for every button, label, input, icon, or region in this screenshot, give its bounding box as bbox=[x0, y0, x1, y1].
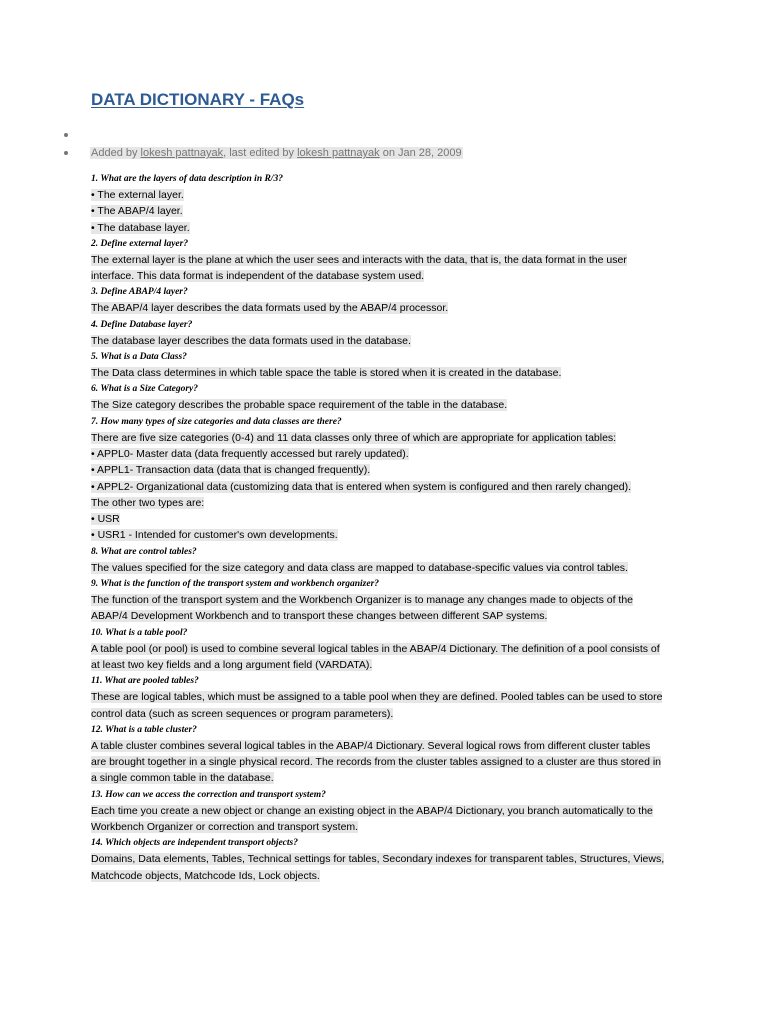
meta-date: on Jan 28, 2009 bbox=[379, 147, 462, 159]
faq-answer-text: The database layer describes the data formats used in the database. bbox=[91, 334, 411, 347]
faq-answer bbox=[91, 738, 751, 787]
faq-answer bbox=[91, 365, 751, 381]
faq-answer-text: The external layer is the plane at which the user sees and interacts with the data, that is, the data format in the user bbox=[91, 253, 627, 266]
faq-answer-line bbox=[91, 252, 751, 268]
author-link[interactable]: lokesh pattnayak bbox=[140, 147, 224, 159]
faq-answer-line bbox=[91, 300, 751, 316]
faq-answer-text: Matchcode objects, Matchcode Ids, Lock objects. bbox=[91, 869, 320, 882]
faq-answer bbox=[91, 187, 751, 236]
faq-answer-line bbox=[91, 511, 751, 527]
faq-answer-line bbox=[91, 608, 751, 624]
faq-answer-line bbox=[91, 851, 751, 867]
faq-question: 8. What are control tables? bbox=[91, 546, 197, 557]
faq-answer-line bbox=[91, 738, 751, 754]
faq-question: 9. What is the function of the transport system and workbench organizer? bbox=[91, 579, 380, 590]
faq-answer-line bbox=[91, 462, 751, 478]
faq-answer-text: The other two types are: bbox=[91, 496, 205, 509]
faq-question: 10. What is a table pool? bbox=[91, 627, 188, 638]
faq-answer-text: The Data class determines in which table space the table is stored when it is created in the database. bbox=[91, 367, 562, 380]
faq-answer bbox=[91, 592, 751, 625]
faq-answer bbox=[91, 333, 751, 349]
faq-question: 2. Define external layer? bbox=[91, 238, 189, 249]
faq-answer-line bbox=[91, 527, 751, 543]
faq-answer-line bbox=[91, 495, 751, 511]
faq-answer-text: a single common table in the database. bbox=[91, 772, 274, 785]
faq-question: 13. How can we access the correction and transport system? bbox=[91, 789, 326, 800]
faq-answer-text: Workbench Organizer or correction and transport system. bbox=[91, 821, 359, 834]
faq-answer bbox=[91, 252, 751, 285]
faq-answer-text: Domains, Data elements, Tables, Technical settings for tables, Secondary indexes for transparent tables, Structures, Views, bbox=[91, 853, 665, 866]
faq-answer-text: interface. This data format is independent of the database system used. bbox=[91, 270, 425, 283]
faq-answer-text: There are five size categories (0-4) and 11 data classes only three of which are appropriate for application tables: bbox=[91, 431, 617, 444]
faq-question: 12. What is a table cluster? bbox=[91, 724, 197, 735]
faq-answer-text: are brought together in a single physical record. The records from the cluster tables assigned to a cluster are thus stored in bbox=[91, 756, 662, 769]
faq-answer-line bbox=[91, 446, 751, 462]
faq-answer-text: A table pool (or pool) is used to combine several logical tables in the ABAP/4 Dictionary. The definition of a pool consists of bbox=[91, 642, 660, 655]
faq-answer-line bbox=[91, 220, 751, 236]
faq-question: 14. Which objects are independent transport objects? bbox=[91, 838, 298, 849]
faq-answer-text: • The external layer. bbox=[91, 189, 184, 201]
faq-answer-text: • APPL2- Organizational data (customizing data that is entered when system is configured and then rarely changed). bbox=[91, 480, 632, 493]
faq-answer-line bbox=[91, 187, 751, 203]
faq-answer-line bbox=[91, 706, 751, 722]
faq-answer-line bbox=[91, 592, 751, 608]
bullet-dot-icon bbox=[64, 133, 68, 137]
faq-answer-text: • The ABAP/4 layer. bbox=[91, 205, 183, 218]
faq-answer bbox=[91, 430, 751, 544]
faq-answer-text: The ABAP/4 layer describes the data formats used by the ABAP/4 processor. bbox=[91, 302, 449, 315]
faq-answer-line bbox=[91, 819, 751, 835]
faq-question: 4. Define Database layer? bbox=[91, 319, 193, 330]
faq-answer-line bbox=[91, 479, 751, 495]
page-title: DATA DICTIONARY - FAQs bbox=[91, 90, 305, 109]
page-meta bbox=[90, 147, 463, 159]
faq-answer-line bbox=[91, 365, 751, 381]
meta-edited-by: , last edited by bbox=[223, 147, 298, 159]
faq-answer-line bbox=[91, 803, 751, 819]
faq-answer-text: These are logical tables, which must be assigned to a table pool when they are defined. Pooled tables can be used to store bbox=[91, 691, 663, 704]
faq-answer-line bbox=[91, 657, 751, 673]
bullet-dot-icon bbox=[64, 151, 68, 155]
faq-answer bbox=[91, 851, 751, 884]
faq-answer-text: at least two key fields and a long argument field (VARDATA). bbox=[91, 658, 373, 671]
faq-answer bbox=[91, 397, 751, 413]
faq-answer-line bbox=[91, 397, 751, 413]
faq-answer-line bbox=[91, 754, 751, 770]
faq-answer-text: Each time you create a new object or change an existing object in the ABAP/4 Dictionary, you branch automatically to the bbox=[91, 804, 653, 817]
faq-answer-text: • APPL0- Master data (data frequently accessed but rarely updated). bbox=[91, 447, 409, 460]
faq-question: 3. Define ABAP/4 layer? bbox=[91, 287, 188, 298]
faq-question: 7. How many types of size categories and data classes are there? bbox=[91, 416, 342, 427]
faq-answer-line bbox=[91, 560, 751, 576]
faq-answer-text: • APPL1- Transaction data (data that is changed frequently). bbox=[91, 464, 371, 477]
faq-question: 11. What are pooled tables? bbox=[91, 676, 199, 687]
faq-answer bbox=[91, 641, 751, 674]
meta-added-by: Added by bbox=[91, 147, 141, 159]
faq-content bbox=[91, 171, 751, 884]
faq-answer bbox=[91, 560, 751, 576]
faq-question: 6. What is a Size Category? bbox=[91, 384, 198, 395]
faq-question: 5. What is a Data Class? bbox=[91, 352, 187, 363]
faq-answer-text: ABAP/4 Development Workbench and to transport these changes between different SAP systems. bbox=[91, 610, 548, 623]
faq-answer-line bbox=[91, 268, 751, 284]
faq-answer-text: control data (such as screen sequences or program parameters). bbox=[91, 707, 394, 720]
faq-answer-text: A table cluster combines several logical tables in the ABAP/4 Dictionary. Several logical rows from different cluster tables bbox=[91, 739, 651, 752]
faq-answer-text: The Size category describes the probable space requirement of the table in the database. bbox=[91, 399, 508, 412]
faq-answer-text: The function of the transport system and the Workbench Organizer is to manage any changes made to objects of the bbox=[91, 594, 634, 607]
faq-answer-line bbox=[91, 641, 751, 657]
faq-answer bbox=[91, 689, 751, 722]
faq-answer-line bbox=[91, 430, 751, 446]
faq-answer-line bbox=[91, 689, 751, 705]
faq-answer-text: • USR bbox=[91, 513, 120, 526]
faq-answer bbox=[91, 300, 751, 316]
faq-answer-line bbox=[91, 868, 751, 884]
editor-link[interactable]: lokesh pattnayak bbox=[297, 147, 380, 159]
faq-answer-line bbox=[91, 203, 751, 219]
faq-answer-text: • The database layer. bbox=[91, 221, 190, 234]
faq-answer-line bbox=[91, 770, 751, 786]
faq-answer-line bbox=[91, 333, 751, 349]
faq-answer-text: The values specified for the size category and data class are mapped to database-specific values via control tables. bbox=[91, 561, 628, 574]
faq-answer bbox=[91, 803, 751, 836]
faq-answer-text: • USR1 - Intended for customer's own developments. bbox=[91, 529, 338, 542]
faq-question: 1. What are the layers of data description in R/3? bbox=[91, 174, 283, 184]
